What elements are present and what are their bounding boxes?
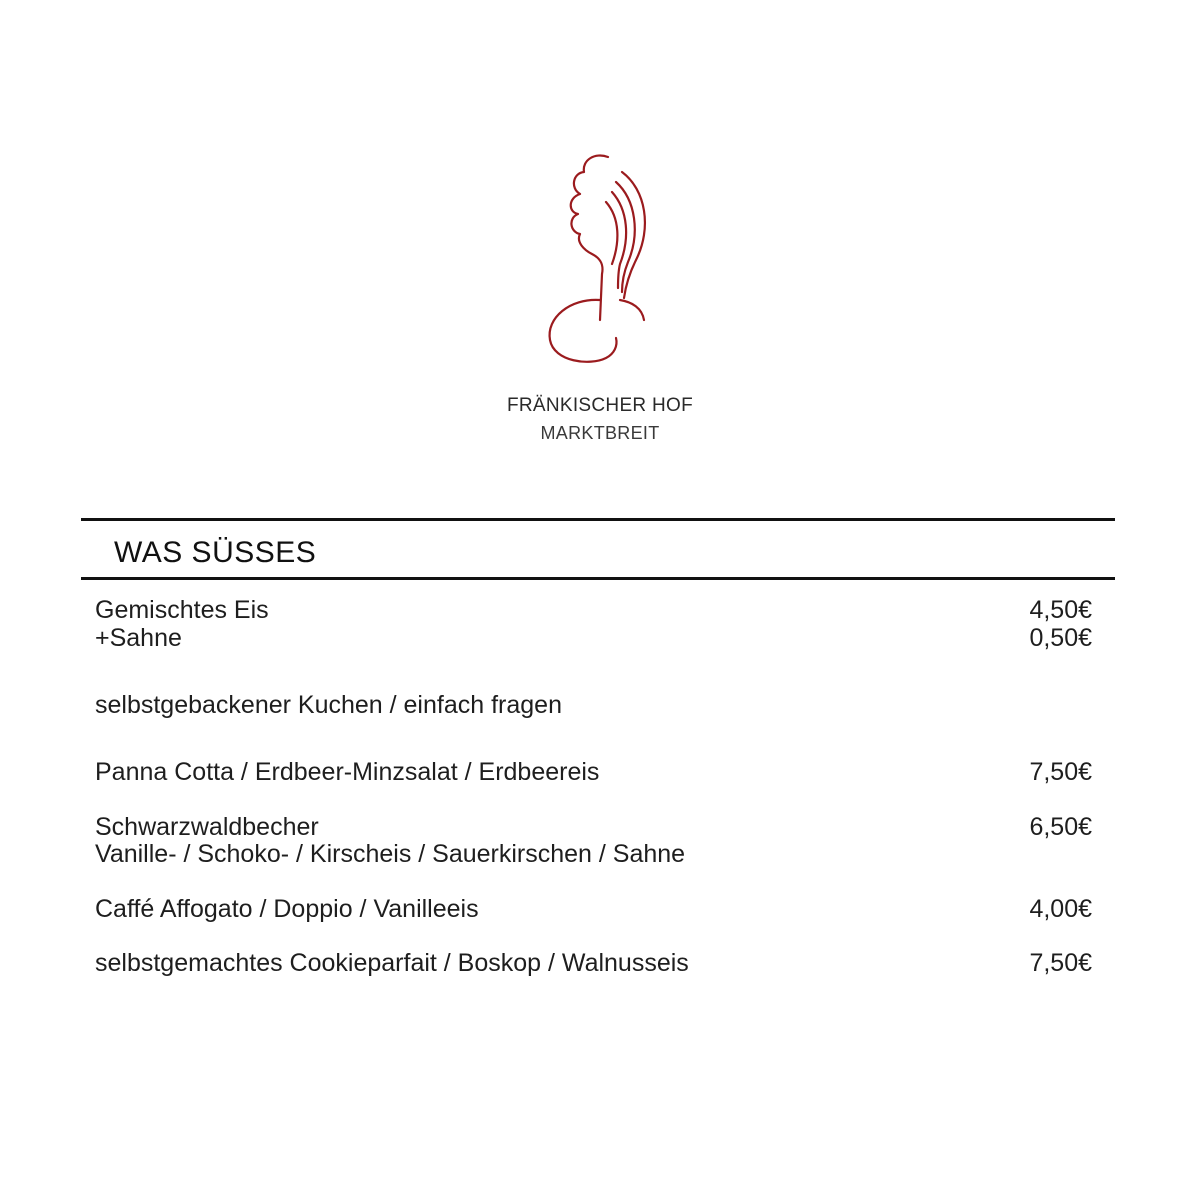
restaurant-logo-icon: [540, 150, 660, 370]
restaurant-name: FRÄNKISCHER HOF: [506, 395, 694, 416]
menu-item-price: 4,50€: [1029, 596, 1092, 624]
menu-item-addon-price: 0,50€: [1029, 624, 1092, 652]
menu-item-description: Vanille- / Schoko- / Kirscheis / Sauerkirschen / Sahne: [95, 840, 686, 868]
menu-item-price: 7,50€: [1029, 758, 1092, 786]
section-top-divider: [81, 518, 1115, 521]
menu-item-name: Panna Cotta / Erdbeer-Minzsalat / Erdbeereis: [95, 758, 600, 786]
menu-item-name: Schwarzwaldbecher: [95, 813, 319, 841]
section-title: WAS SÜSSES: [114, 536, 317, 569]
menu-item-addon: +Sahne: [95, 624, 182, 652]
menu-item-name: selbstgemachtes Cookieparfait / Boskop / Walnusseis: [95, 949, 689, 977]
menu-item-price: 7,50€: [1029, 949, 1092, 977]
menu-item-price: 6,50€: [1029, 813, 1092, 841]
restaurant-location: MARKTBREIT: [540, 423, 660, 443]
menu-item-name: Caffé Affogato / Doppio / Vanilleeis: [95, 895, 479, 923]
menu-item-name: Gemischtes Eis: [95, 596, 269, 624]
menu-item-name: selbstgebackener Kuchen / einfach fragen: [95, 691, 562, 719]
section-bottom-divider: [81, 577, 1115, 580]
menu-item-price: 4,00€: [1029, 895, 1092, 923]
